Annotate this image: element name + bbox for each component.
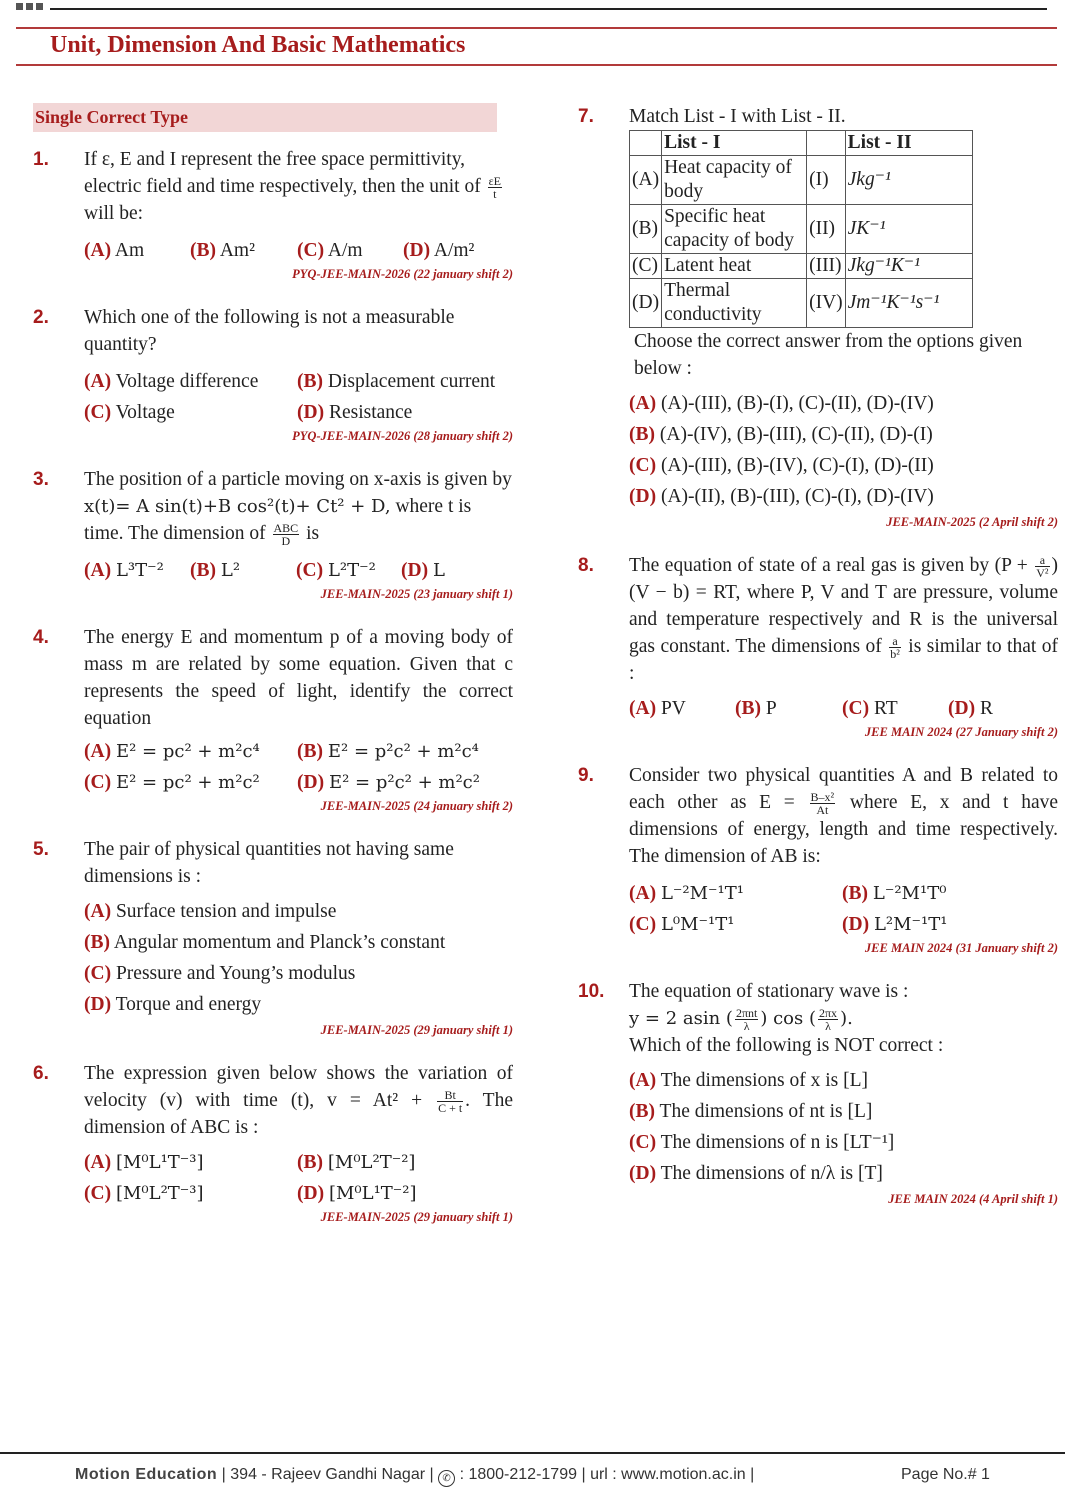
question-number: 7. (578, 106, 594, 127)
separator: | (221, 1466, 231, 1483)
option-text: [M⁰L²T⁻³] (115, 1183, 204, 1205)
option-d[interactable] (629, 483, 1058, 510)
option-a[interactable] (84, 368, 297, 395)
option-label: (C) (84, 772, 112, 794)
option-c[interactable] (84, 960, 513, 987)
question-text-part: If ε, E and I represent the free space permittivity, electric field and time respectively, then the unit of (84, 149, 486, 197)
option-label: (D) (948, 698, 976, 720)
option-b[interactable] (629, 1098, 1058, 1125)
header-rule-top (16, 27, 1057, 29)
question-text (84, 466, 513, 547)
table-cell: Jm⁻¹K⁻¹s⁻¹ (845, 279, 972, 328)
fraction-numerator: a (1035, 554, 1049, 567)
question-3 (33, 466, 513, 602)
options (629, 695, 1058, 722)
option-label: (D) (629, 1163, 657, 1185)
fraction-numerator: 2πnt (735, 1006, 758, 1021)
question-source: JEE-MAIN-2025 (29 january shift 1) (320, 1210, 513, 1225)
option-c[interactable] (629, 452, 1058, 479)
table-cell (630, 131, 662, 156)
option-label: (A) (629, 1070, 657, 1092)
option-label: (B) (84, 932, 110, 954)
top-rule (50, 8, 1047, 10)
fraction-numerator: ABC (273, 521, 299, 536)
options (629, 880, 1058, 938)
right-column (578, 103, 1058, 1229)
option-text: L²T⁻² (327, 560, 376, 582)
table-cell: (II) (807, 205, 846, 254)
option-text: L³T⁻² (115, 560, 164, 582)
option-label: (A) (84, 741, 112, 763)
question-source: JEE-MAIN-2025 (2 April shift 2) (886, 515, 1058, 529)
footer-address: 394 - Rajeev Gandhi Nagar (230, 1466, 426, 1483)
table-row (630, 205, 973, 254)
option-a[interactable] (84, 557, 190, 584)
question-source: JEE MAIN 2024 (31 January shift 2) (864, 941, 1058, 956)
option-text: E² = p²c² + m²c² (328, 772, 480, 794)
option-text: The dimensions of x is [L] (660, 1070, 869, 1092)
section-title: Single Correct Type (33, 103, 497, 132)
option-a[interactable] (84, 738, 297, 765)
option-d[interactable] (297, 399, 513, 426)
option-label: (B) (735, 698, 761, 720)
option-a[interactable] (84, 1149, 297, 1176)
option-label: (B) (629, 1101, 655, 1123)
fraction-numerator: εE (488, 174, 501, 189)
table-row (630, 254, 973, 279)
question-10 (578, 978, 1058, 1207)
question-text: Match List - I with List - II. (629, 106, 846, 127)
table-cell: (III) (807, 254, 846, 279)
option-label: (D) (297, 1183, 325, 1205)
option-text: Am (114, 240, 145, 262)
option-c[interactable] (84, 769, 297, 796)
fraction-numerator: 2πx (819, 1006, 838, 1021)
question-text-part: where t is time. The dimension of (84, 496, 472, 545)
table-cell: Jkg⁻¹ (845, 156, 972, 205)
option-d[interactable] (842, 911, 1058, 938)
table-cell: (A) (630, 156, 662, 205)
table-cell: Specific heat capacity of body (662, 205, 807, 254)
fraction-denominator: C + t (438, 1101, 463, 1116)
fraction-denominator: λ (743, 1019, 750, 1034)
question-text-part: The expression given below shows the variation of velocity (v) with time (t), v = At² + (84, 1063, 513, 1112)
fraction-numerator: B–x² (810, 790, 835, 805)
option-a[interactable] (629, 880, 842, 907)
phone-icon: ✆ (438, 1470, 455, 1487)
question-source: PYQ-JEE-MAIN-2026 (22 january shift 2) (292, 267, 513, 282)
option-a[interactable] (629, 390, 1058, 417)
option-text: Torque and energy (115, 994, 262, 1016)
page-title: Unit, Dimension And Basic Mathematics (50, 32, 466, 58)
fraction-denominator: V² (1036, 566, 1049, 581)
option-label: (A) (84, 560, 112, 582)
option-b[interactable] (297, 368, 513, 395)
option-label: (D) (401, 560, 429, 582)
option-text: L² (220, 560, 241, 582)
option-c[interactable] (297, 237, 403, 264)
option-text: (A)-(II), (B)-(III), (C)-(I), (D)-(IV) (660, 486, 934, 507)
fraction-numerator: a (889, 635, 901, 648)
question-number: 2. (33, 307, 49, 329)
question-8 (578, 552, 1058, 740)
question-source: JEE-MAIN-2025 (29 january shift 1) (320, 1023, 513, 1038)
table-cell: (IV) (807, 279, 846, 328)
option-d[interactable] (403, 237, 513, 264)
option-a[interactable] (629, 695, 735, 722)
question-source: JEE MAIN 2024 (4 April shift 1) (888, 1192, 1058, 1207)
option-text: E² = p²c² + m²c⁴ (327, 741, 479, 763)
option-text: [M⁰L¹T⁻²] (328, 1183, 417, 1205)
question-number: 6. (33, 1063, 49, 1085)
options (84, 368, 513, 426)
option-label: (C) (629, 455, 657, 476)
question-5 (33, 836, 513, 1038)
option-text: L⁰M⁻¹T¹ (660, 914, 735, 936)
option-c[interactable] (84, 1180, 297, 1207)
option-text: L⁻²M¹T⁰ (872, 883, 947, 905)
table-cell (807, 131, 846, 156)
fraction (735, 1007, 758, 1032)
question-text: The energy E and momentum p of a moving body of mass m are related by some equation. Given that c represents the speed of light, identify the correct equation (84, 627, 513, 730)
separator: | (750, 1466, 755, 1483)
question-7 (578, 103, 1058, 530)
separator: | (581, 1466, 591, 1483)
fraction-denominator: t (493, 187, 497, 202)
option-label: (A) (629, 698, 657, 720)
option-text: L²M⁻¹T¹ (873, 914, 948, 936)
question-source: PYQ-JEE-MAIN-2026 (28 january shift 2) (292, 429, 513, 444)
question-text-part: The position of a particle moving on x-axis is given by (84, 469, 512, 491)
question-4 (33, 624, 513, 814)
option-text: Voltage (115, 402, 175, 424)
option-label: (B) (297, 741, 323, 763)
option-label: (A) (84, 1152, 112, 1174)
question-number: 3. (33, 469, 49, 491)
fraction (437, 1089, 463, 1114)
option-d[interactable] (948, 695, 1058, 722)
options (629, 390, 1058, 510)
page-number: Page No.# 1 (901, 1466, 990, 1483)
question-text (629, 762, 1058, 870)
option-text: The dimensions of n/λ is [T] (660, 1163, 883, 1185)
option-c[interactable] (84, 399, 297, 426)
option-label: (A) (629, 393, 657, 414)
option-b[interactable] (297, 738, 513, 765)
option-label: (C) (842, 698, 870, 720)
separator: | (429, 1466, 439, 1483)
option-c[interactable] (296, 557, 401, 584)
option-text: L⁻²M⁻¹T¹ (660, 883, 744, 905)
option-c[interactable] (842, 695, 948, 722)
option-text: Resistance (328, 402, 413, 424)
question-text (84, 146, 513, 227)
table-row (630, 279, 973, 328)
option-text: PV (660, 698, 686, 720)
option-c[interactable] (629, 1129, 1058, 1156)
footer-rule (0, 1452, 1065, 1454)
header-rule-bottom (16, 64, 1057, 66)
equation: ) cos ( (760, 1008, 816, 1030)
fraction (889, 635, 901, 660)
option-d[interactable] (629, 1160, 1058, 1187)
left-column (33, 103, 513, 1247)
question-number: 10. (578, 981, 605, 1003)
table-cell: JK⁻¹ (845, 205, 972, 254)
square-icon (36, 3, 43, 10)
option-label: (C) (84, 1183, 112, 1205)
options (84, 898, 513, 1018)
footer-phone: : 1800-212-1799 (459, 1466, 577, 1483)
option-label: (C) (84, 402, 112, 424)
question-source: JEE-MAIN-2025 (23 january shift 1) (320, 587, 513, 602)
option-b[interactable] (190, 237, 297, 264)
option-text: Angular momentum and Planck’s constant (113, 932, 446, 954)
table-cell: (I) (807, 156, 846, 205)
option-label: (B) (190, 560, 216, 582)
table-cell: (B) (630, 205, 662, 254)
fraction (273, 522, 300, 547)
option-label: (C) (84, 963, 112, 985)
option-b[interactable] (190, 557, 296, 584)
fraction (1035, 554, 1049, 579)
table-row (630, 156, 973, 205)
table-cell: (D) (630, 279, 662, 328)
square-icon (26, 3, 33, 10)
option-text: E² = pc² + m²c² (115, 772, 260, 794)
footer-url[interactable]: url : www.motion.ac.in (590, 1466, 746, 1483)
option-label: (B) (842, 883, 868, 905)
options (84, 738, 513, 796)
match-table (629, 130, 973, 328)
question-9 (578, 762, 1058, 956)
table-cell: Jkg⁻¹K⁻¹ (845, 254, 972, 279)
table-cell: Thermal conductivity (662, 279, 807, 328)
question-text: The pair of physical quantities not having same dimensions is : (84, 839, 454, 888)
question-text-part: The equation of state of a real gas is given by (P + (629, 555, 1034, 576)
option-c[interactable] (629, 911, 842, 938)
footer (75, 1466, 1035, 1487)
option-b[interactable] (735, 695, 842, 722)
equation: ). (840, 1008, 853, 1030)
option-label: (D) (842, 914, 870, 936)
fraction (488, 175, 502, 200)
question-text-part: Which of the following is NOT correct : (629, 1035, 944, 1057)
fraction-denominator: At (816, 803, 829, 818)
question-number: 4. (33, 627, 49, 649)
option-d[interactable] (84, 991, 513, 1018)
option-label: (D) (84, 994, 112, 1016)
question-text (629, 978, 1058, 1059)
option-text: Pressure and Young’s modulus (115, 963, 356, 985)
question-number: 5. (33, 839, 49, 861)
question-text (629, 552, 1058, 687)
option-text: Voltage difference (115, 371, 259, 393)
top-decoration (0, 0, 1065, 14)
fraction-numerator: Bt (437, 1089, 463, 1102)
option-text: L (432, 560, 445, 582)
option-label: (D) (403, 240, 431, 262)
table-header: List - II (845, 131, 972, 156)
option-label: (B) (629, 424, 655, 445)
question-6 (33, 1060, 513, 1225)
question-text-part: will be: (84, 203, 144, 225)
option-a[interactable] (84, 898, 513, 925)
option-text: Surface tension and impulse (115, 901, 337, 923)
option-label: (D) (629, 486, 657, 507)
question-text-part: The equation of stationary wave is : (629, 981, 909, 1003)
question-number: 1. (33, 149, 49, 170)
equation: x(t)= A sin(t)+B cos²(t)+ Ct² + D, (84, 496, 391, 518)
question-text (84, 1060, 513, 1141)
option-a[interactable] (629, 1067, 1058, 1094)
question-text-part: Consider two physical quantities A and B related to each other as E = (629, 765, 1058, 814)
option-label: (C) (629, 914, 657, 936)
option-text: Displacement current (327, 371, 496, 393)
option-text: The dimensions of nt is [L] (659, 1101, 873, 1123)
option-b[interactable] (84, 929, 513, 956)
option-text: [M⁰L¹T⁻³] (115, 1152, 204, 1174)
option-a[interactable] (84, 237, 190, 264)
table-cell: Heat capacity of body (662, 156, 807, 205)
question-text-part: where E, x and t have dimensions of energy, length and time respectively. The dimension of AB is: (629, 792, 1058, 868)
options (84, 557, 513, 584)
table-cell: (C) (630, 254, 662, 279)
option-text: The dimensions of n is [LT⁻¹] (660, 1132, 895, 1154)
question-number: 8. (578, 555, 594, 576)
option-b[interactable] (842, 880, 1058, 907)
fraction-denominator: λ (825, 1019, 831, 1034)
option-d[interactable] (297, 769, 513, 796)
question-number: 9. (578, 765, 594, 787)
option-text: (A)-(III), (B)-(IV), (C)-(I), (D)-(II) (660, 455, 934, 476)
option-label: (B) (297, 371, 323, 393)
question-text: Which one of the following is not a measurable quantity? (84, 307, 455, 356)
square-icon (16, 3, 23, 10)
question-1 (33, 146, 513, 282)
option-text: (A)-(III), (B)-(I), (C)-(II), (D)-(IV) (660, 393, 934, 414)
option-label: (B) (190, 240, 216, 262)
question-source: JEE MAIN 2024 (27 January shift 2) (864, 725, 1058, 740)
option-b[interactable] (297, 1149, 513, 1176)
table-header: List - I (662, 131, 807, 156)
option-text: P (765, 698, 777, 720)
fraction-denominator: D (281, 534, 291, 549)
options (84, 1149, 513, 1207)
option-text: E² = pc² + m²c⁴ (115, 741, 260, 763)
option-label: (C) (296, 560, 324, 582)
question-source: JEE-MAIN-2025 (24 january shift 2) (320, 799, 513, 814)
option-label: (B) (297, 1152, 323, 1174)
fraction-denominator: b² (890, 647, 900, 662)
option-text: (A)-(IV), (B)-(III), (C)-(II), (D)-(I) (659, 424, 933, 445)
question-2 (33, 304, 513, 444)
table-header-row (630, 131, 973, 156)
table-cell: Latent heat (662, 254, 807, 279)
options (84, 237, 513, 264)
option-text: R (979, 698, 993, 720)
option-d[interactable] (401, 557, 513, 584)
option-label: (D) (297, 772, 325, 794)
option-text: Am² (219, 240, 255, 262)
option-b[interactable] (629, 421, 1058, 448)
option-label: (D) (297, 402, 325, 424)
option-text: A/m² (433, 240, 475, 262)
option-label: (C) (629, 1132, 657, 1154)
question-text-part: is (301, 523, 320, 545)
option-d[interactable] (297, 1180, 513, 1207)
option-label: (A) (84, 901, 112, 923)
question-instruction: Choose the correct answer from the options given below : (634, 331, 1023, 379)
equation: y = 2 asin ( (629, 1008, 733, 1030)
question-text-part: )(V − b) = RT, where P, V and T are pressure, volume and temperature respectively and R is the universal gas constant. The dimensions of (629, 555, 1058, 658)
question-text-part: is similar to that of : (629, 636, 1058, 685)
option-text: RT (873, 698, 898, 720)
option-label: (A) (84, 371, 112, 393)
option-label: (A) (84, 240, 112, 262)
fraction (810, 791, 836, 816)
option-text: [M⁰L²T⁻²] (327, 1152, 416, 1174)
footer-brand: Motion Education (75, 1466, 218, 1483)
question-text-part: . The dimension of ABC is : (84, 1090, 513, 1139)
option-label: (C) (297, 240, 325, 262)
fraction (818, 1007, 838, 1032)
option-text: A/m (327, 240, 363, 262)
option-label: (A) (629, 883, 657, 905)
options (629, 1067, 1058, 1187)
